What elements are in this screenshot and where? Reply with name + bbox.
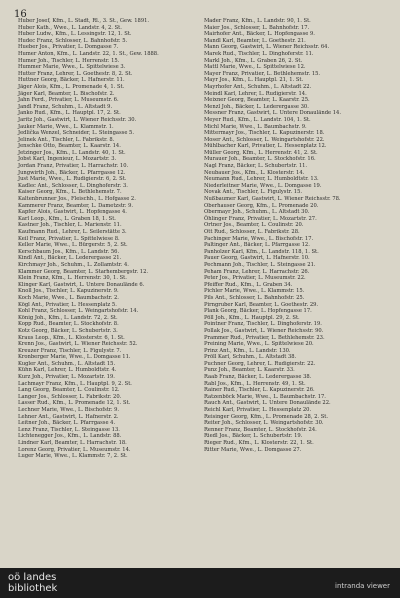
- directory-entry: Knoll Jos., Tischler, L. Kapuzinerstr. 9.: [18, 288, 119, 295]
- directory-entry: Ortner Jos., Beamter, L. Coulinstr. 20.: [204, 222, 304, 229]
- directory-entry: Rabl Jos., Kfm., L. Herrenstr. 49, 1. St.: [204, 380, 306, 387]
- logo-line-1: oö landes: [8, 572, 57, 583]
- directory-entry: Kronberger Marie, Wwe., L. Domgasse 11.: [18, 354, 131, 361]
- directory-entry: Kögl Ant., Privatier, L. Hessenplatz 5.: [18, 301, 117, 308]
- directory-entry: Moser Ant., Schlosser, L. Weingartshofstr. 22.: [204, 136, 325, 143]
- directory-entry: Kugler Ant., Schuhm., L. Altstadt 15.: [18, 360, 116, 367]
- directory-entry: Jahn Ferd., Privatier, L. Museumstr. 6.: [18, 97, 119, 104]
- directory-entry: Mühlbacher Karl, Privatier, L. Hessenplatz 12.: [204, 143, 327, 150]
- directory-entry: Neubauer Jos., Kfm., L. Klosterstr. 14.: [204, 169, 305, 176]
- directory-entry: Just Marie, Wwe., L. Rudigierstr. 6, 2. St.: [18, 176, 127, 183]
- viewer-label[interactable]: intranda viewer: [335, 582, 390, 590]
- directory-entry: Luger Marie, Wwe., L. Klammstr. 7, 2. St.: [18, 453, 128, 460]
- directory-entry: Lechner Marie, Wwe., L. Bischofstr. 9.: [18, 407, 120, 414]
- directory-entry: Menzl Joh., Bäcker, L. Lederergasse 30.: [204, 103, 309, 110]
- directory-entry: Punz Joh., Beamter, L. Kaarstr. 33.: [204, 367, 295, 374]
- directory-entry: Kindl Ant., Bäcker, L. Lederergasse 21.: [18, 255, 122, 262]
- directory-entry: Hutter Franz, Lehrer, L. Goethestr. 8, 2. St.: [18, 70, 133, 77]
- directory-entry: Riedl Jos., Bäcker, L. Schubertstr. 19.: [204, 433, 303, 440]
- directory-entry: Müller Georg, Kfm., L. Herrenstr. 41, 2. St.: [204, 149, 318, 156]
- directory-entry: Huber Kath., Wwe., L. Landstr. 4, 2. St.: [18, 24, 122, 31]
- directory-entry: Humer Anton, Kfm., L. Landstr. 22, 1. St., Gew. 1888.: [18, 50, 159, 57]
- directory-entry: Hueber Jos., Privatier, L. Domgasse 7.: [18, 44, 119, 51]
- directory-entry: Nußbaumer Karl, Gastwirt, L. Wiener Reichsstr. 78.: [204, 196, 341, 203]
- directory-entry: Jelinek Ant., Tischler, L. Fabrikstr. 8.: [18, 136, 115, 143]
- directory-entry: Kerschbaum Jos., Kfm., L. Landstr. 56.: [18, 248, 120, 255]
- directory-entry: Humer Joh., Tischler, L. Herrenstr. 15.: [18, 57, 120, 64]
- directory-entry: Pils Ant., Schlosser, L. Bahnhofstr. 25.: [204, 294, 305, 301]
- directory-entry: Puchner Georg, Lehrer, L. Rudigierstr. 22.: [204, 360, 316, 367]
- directory-entry: Klinger Karl, Gastwirt, L. Untere Donaulände 6.: [18, 281, 145, 288]
- directory-entry: Kapfer Alois, Gastwirt, L. Hopfengasse 4.: [18, 209, 127, 216]
- directory-entry: Koch Marie, Wwe., L. Baumbachstr. 2.: [18, 294, 119, 301]
- directory-entry: Mairhofer Ant., Bäcker, L. Hopfengasse 9.: [204, 31, 315, 38]
- directory-entry: Pröll Karl, Schuhm., L. Altstadt 38.: [204, 354, 297, 361]
- directory-entry: Jobst Karl, Ingenieur, L. Mozartstr. 3.: [18, 156, 117, 163]
- directory-entry: Ratzenböck Marie, Wwe., L. Baumbachstr. 17.: [204, 393, 326, 400]
- directory-entry: Lorenz Georg, Privatier, L. Museumstr. 14.: [18, 446, 131, 453]
- directory-entry: Renner Franz, Beamter, L. Stockhofstr. 24.: [204, 426, 317, 433]
- directory-entry: Mayrhofer Ant., Schuhm., L. Altstadt 22.: [204, 83, 312, 90]
- directory-entry: Ritter Marie, Wwe., L. Domgasse 27.: [204, 446, 302, 453]
- directory-entry: Pichler Marie, Wwe., L. Klammstr. 15.: [204, 288, 305, 295]
- directory-entry: Pachinger Marie, Wwe., L. Bischofstr. 17.: [204, 235, 314, 242]
- directory-entry: Prinz Ant., Kfm., L. Landstr. 130.: [204, 347, 291, 354]
- directory-entry: Lachmayr Franz, Kfm., L. Hauptpl. 9, 2. St.: [18, 380, 132, 387]
- directory-entry: Leitner Joh., Bäcker, L. Pfarrgasse 4.: [18, 420, 116, 427]
- directory-entry: Obermayr Joh., Schuhm., L. Altstadt 30.: [204, 209, 310, 216]
- directory-entry: Lehner Ant., Gastwirt, L. Hafnerstr. 2.: [18, 413, 119, 420]
- directory-entry: Janko Rud., Kfm., L. Hauptpl. 17, 2. St.: [18, 110, 121, 117]
- directory-entry: Maier Jos., Schlosser, L. Bahnhofstr. 17.: [204, 24, 310, 31]
- directory-entry: Jäger Alois, Kfm., L. Promenade 4, 1. St.: [18, 83, 125, 90]
- directory-entry: Neumann Rud., Lehrer, L. Humboldtstr. 13.: [204, 176, 319, 183]
- directory-entry: Öhlinger Franz, Privatier, L. Mozartstr. 27.: [204, 215, 317, 222]
- directory-entry: Lang Georg, Beamter, L. Coulinstr. 12.: [18, 387, 120, 394]
- directory-entry: Reisinger Georg, Kfm., L. Promenade 28, 2. St.: [204, 413, 328, 420]
- directory-entry: Kopp Rud., Beamter, L. Stockhofstr. 8.: [18, 321, 119, 328]
- directory-entry: Ott Rud., Schlosser, L. Fabrikstr. 28.: [204, 229, 300, 235]
- page-number: 16: [14, 9, 27, 20]
- directory-entry: Hummer Marie, Wwe., L. Spittelwiese 3.: [18, 64, 126, 71]
- directory-entry: Reichl Karl, Privatier, L. Hessenplatz 20.: [204, 407, 312, 414]
- directory-entry: Jäger Karl, Beamter, L. Bischofstr. 2.: [18, 90, 115, 97]
- directory-entry: Pechmann Joh., Tischler, L. Steingasse 21.: [204, 261, 316, 268]
- directory-entry: Kohl Franz, Schlosser, L. Weingartshofstr. 14.: [18, 308, 139, 315]
- directory-entry: Lichtenegger Jos., Kfm., L. Landstr. 88.: [18, 433, 122, 440]
- directory-entry: Lenz Franz, Tischler, L. Steingasse 13.: [18, 426, 120, 433]
- directory-entry: Pauer Georg, Gastwirt, L. Hafnerstr. 10.: [204, 255, 310, 262]
- directory-entry: Huttner Georg, Bäcker, L. Hafnerstr. 11.: [18, 77, 125, 84]
- directory-entry: Hudec Franz, Schlosser, L. Bahnhofstr. 5.: [18, 37, 128, 44]
- directory-entry: Klammer Georg, Beamter, L. Starhembergstr. 12.: [18, 268, 149, 275]
- directory-entry: Peham Franz, Lehrer, L. Harrachstr. 26.: [204, 268, 310, 275]
- directory-entry: Mader Franz, Kfm., L. Landstr. 90, 1. St.: [204, 18, 311, 24]
- directory-entry: Michl Marie, Wwe., L. Baumbachstr. 9.: [204, 123, 307, 130]
- directory-entry: Panholzer Karl, Kfm., L. Landstr. 118, 1. St.: [204, 248, 319, 255]
- directory-entry: Jungwirth Joh., Bäcker, L. Pfarrgasse 12.: [18, 169, 126, 176]
- directory-entry: Peter Jos., Privatier, L. Museumstr. 22.: [204, 275, 306, 282]
- directory-entry: Kaltenbrunner Jos., Fleischh., L. Hofgasse 2.: [18, 196, 136, 203]
- directory-entry: Langer Jos., Schlosser, L. Fabrikstr. 20.: [18, 393, 122, 400]
- directory-entry: Huber Josef, Kfm., L. Stadt, Rl., 3. St., Gew. 1891.: [18, 18, 150, 24]
- directory-entry: Pfeiffer Rud., Kfm., L. Graben 34.: [204, 281, 293, 288]
- directory-entry: Kühn Karl, Lehrer, L. Humboldtstr. 4.: [18, 367, 117, 374]
- directory-entry: Lindner Karl, Beamter, L. Harrachstr. 18.: [18, 440, 127, 446]
- directory-entry: Raab Franz, Bäcker, L. Lederergasse 38.: [204, 374, 312, 381]
- directory-entry: Mayr Jos., Kfm., L. Hauptpl. 21, 1. St.: [204, 77, 304, 84]
- directory-entry: Markl Joh., Kfm., L. Graben 26, 2. St.: [204, 57, 303, 64]
- directory-entry: Kammerer Franz, Beamter, L. Dametzstr. 9.: [18, 202, 134, 209]
- directory-entry: Krenn Jos., Gastwirt, L. Wiener Reichsstr. 52.: [18, 341, 138, 348]
- directory-entry: Mattl Marie, Wwe., L. Spittelwiese 12.: [204, 64, 306, 71]
- left-column: [18, 18, 200, 460]
- directory-entry: Mittermayr Jos., Tischler, L. Kapuzinerstr. 18.: [204, 130, 325, 137]
- directory-entry: Oberhauser Georg, Kfm., L. Promenade 20.: [204, 202, 319, 209]
- directory-entry: Paltinger Ant., Bäcker, L. Pfarrgasse 12.: [204, 242, 310, 249]
- directory-entry: Plank Georg, Bäcker, L. Hopfengasse 17.: [204, 308, 312, 315]
- directory-entry: Meindl Karl, Lehrer, L. Rudigierstr. 14.: [204, 90, 307, 97]
- logo-line-2: bibliothek: [8, 583, 58, 594]
- directory-entry: Jauker Marie, Wwe., L. Klammstr. 1.: [18, 123, 114, 130]
- directory-entry: Kotz Georg, Bäcker, L. Schubertstr. 3.: [18, 327, 118, 334]
- directory-entry: Keller Marie, Wwe., L. Bürgerstr. 5, 2. St.: [18, 242, 128, 249]
- directory-entry: Mann Georg, Gastwirt, L. Wiener Reichsstr. 64.: [204, 44, 330, 51]
- directory-entry: Murauer Joh., Beamter, L. Stockhofstr. 16.: [204, 156, 316, 163]
- directory-entry: Kadlec Ant., Schlosser, L. Dinghoferstr. 3.: [18, 182, 128, 189]
- directory-entry: Kreuzer Franz, Tischler, L. Figulystr. 7.: [18, 347, 122, 354]
- directory-entry: Pointner Franz, Tischler, L. Dinghoferstr. 19.: [204, 321, 322, 328]
- directory-entry: Reiter Joh., Schlosser, L. Weingartshofstr. 30.: [204, 420, 324, 427]
- directory-entry: Kastner Joh., Tischler, L. Marienstr. 11.: [18, 222, 122, 229]
- library-logo[interactable]: [8, 572, 57, 594]
- directory-entry: Preining Marie, Wwe., L. Spittelwiese 20.: [204, 341, 314, 348]
- directory-entry: Kaufmann Rud., Lehrer, L. Seilerstätte 3.: [18, 229, 127, 235]
- directory-entry: Jandl Franz, Schuhm., L. Altstadt 9.: [18, 103, 113, 110]
- directory-entry: Rauch Ant., Gastwirt, L. Untere Donaulände 22.: [204, 400, 331, 407]
- directory-entry: Meyer Rud., Kfm., L. Landstr. 104, 1. St.: [204, 116, 311, 123]
- directory-entry: Jordan Franz, Privatier, L. Harrachstr. 10.: [18, 163, 129, 170]
- directory-entry: Prammer Rud., Privatier, L. Bethlehemstr. 23.: [204, 334, 325, 341]
- directory-entry: Pollak Jos., Gastwirt, L. Wiener Reichsstr. 90.: [204, 327, 324, 334]
- directory-entry: Kraus Leop., Kfm., L. Klosterstr. 6, 1. St.: [18, 334, 125, 341]
- directory-entry: Jetzinger Jos., Kfm., L. Landstr. 40, 1. St.: [18, 149, 126, 156]
- directory-entry: Jedlička Wenzel, Schneider, L. Steingasse 5.: [18, 130, 134, 137]
- directory-entry: Klein Franz, Kfm., L. Herrenstr. 30, 1. St.: [18, 275, 127, 282]
- directory-entry: Karl Leop., Kfm., L. Graben 18, 1. St.: [18, 215, 116, 222]
- directory-entry: Niederleitner Marie, Wwe., L. Domgasse 19.: [204, 182, 322, 189]
- directory-entry: Rieger Rud., Kfm., L. Klosterstr. 22, 1. St.: [204, 440, 314, 446]
- directory-entry: Jaritz Joh., Gastwirt, L. Wiener Reichsstr. 30.: [18, 116, 137, 123]
- directory-entry: Jenschke Otto, Beamter, L. Kaarstr. 14.: [18, 143, 121, 150]
- directory-entry: Messner Franz, Gastwirt, L. Untere Donaulände 14.: [204, 110, 341, 117]
- directory-entry: Pirngruber Karl, Beamter, L. Goethestr. 29.: [204, 301, 319, 308]
- directory-entry: Kirchmayr Joh., Schuhm., L. Zollamtstr. 4.: [18, 261, 129, 268]
- directory-entry: Huber Ludw., Kfm., L. Lessingstr. 12, 1. St.: [18, 31, 132, 38]
- directory-entry: Mayer Franz, Privatier, L. Bethlehemstr. 15.: [204, 70, 321, 77]
- directory-entry: Pöll Joh., Kfm., L. Hauptpl. 29, 2. St.: [204, 314, 300, 321]
- directory-entry: Novak Ant., Tischler, L. Figulystr. 15.: [204, 189, 303, 196]
- directory-entry: Rainer Rud., Tischler, L. Kapuzinerstr. 26.: [204, 387, 315, 394]
- directory-entry: König Joh., Kfm., L. Landstr. 72, 2. St.: [18, 314, 118, 321]
- directory-entry: Lasser Rud., Kfm., L. Promenade 12, 1. St.: [18, 400, 131, 407]
- directory-entry: Marek Rud., Tischler, L. Dinghoferstr. 11.: [204, 50, 314, 57]
- directory-entry: Nagl Franz, Bäcker, L. Schubertstr. 11.: [204, 163, 308, 170]
- directory-entry: Kaiser Georg, Kfm., L. Bethlehemstr. 7.: [18, 189, 122, 196]
- directory-entry: Keil Franz, Privatier, L. Spittelwiese 8.: [18, 235, 120, 242]
- directory-entry: Meixner Georg, Beamter, L. Kaarstr. 25.: [204, 97, 310, 104]
- directory-entry: Kurz Joh., Privatier, L. Mozartstr. 19.: [18, 374, 115, 381]
- right-column: [204, 18, 386, 453]
- directory-entry: Mandl Karl, Beamter, L. Goethestr. 21.: [204, 37, 306, 44]
